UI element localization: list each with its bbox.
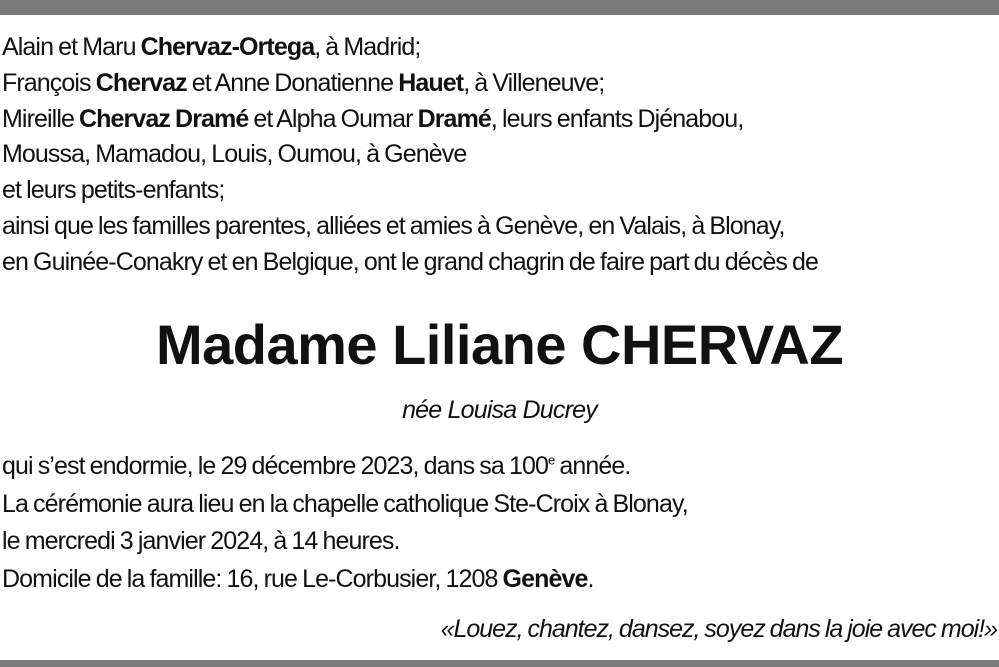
text-segment: et Alpha Oumar [248,104,418,133]
text-segment: et Anne Donatienne [186,68,399,97]
intro-line [2,30,997,66]
text-segment: et leurs petits-enfants; [2,176,225,205]
intro-line [2,173,997,209]
details-line [2,523,997,561]
bottom-rule [0,660,999,667]
text-segment: François [2,68,96,97]
bold-text: Chervaz-Ortega [140,33,315,61]
bold-text: Hauet [398,68,464,97]
top-rule [0,0,999,15]
bold-text: Chervaz Dramé [79,104,249,133]
text-segment: qui s’est endormie, le 29 décembre 2023, dans sa 100 [2,452,548,480]
intro-line [2,102,997,138]
text-segment: en Guinée-Conakry et en Belgique, ont le grand chagrin de faire part du décès de [2,247,818,276]
intro-line [2,66,997,102]
text-segment: La cérémonie aura lieu en la chapelle catholique Ste-Croix à Blonay, [2,489,688,518]
text-segment: Domicile de la famille: 16, rue Le-Corbusier, 1208 [2,564,503,593]
details-line [2,561,997,599]
text-segment: Moussa, Mamadou, Louis, Oumou, à Genève [2,140,467,169]
intro-line [2,245,997,281]
intro-line [2,209,997,245]
deceased-name: Madame Liliane CHERVAZ [155,313,844,376]
text-segment: Alain et Maru [2,33,141,61]
maiden-name: née Louisa Ducrey [402,396,597,424]
intro-line [2,137,997,173]
text-segment: . [587,564,594,593]
ceremony-details [2,448,997,598]
text-segment: , à Villeneuve; [463,68,605,97]
bold-text: Genève [502,564,588,593]
text-segment: le mercredi 3 janvier 2024, à 14 heures. [2,527,400,555]
superscript-text: e [547,452,555,468]
epitaph-quote: «Louez, chantez, dansez, soyez dans la joie avec moi!» [440,615,997,643]
text-segment: , à Madrid; [314,33,421,61]
family-announcement [2,30,997,281]
text-segment: Mireille [2,104,80,133]
bold-text: Chervaz [95,68,187,97]
details-line [2,448,997,486]
text-segment: année. [554,452,631,480]
text-segment: ainsi que les familles parentes, alliées et amies à Genève, en Valais, à Blonay, [2,211,785,240]
bold-text: Dramé [417,104,491,133]
text-segment: , leurs enfants Djénabou, [490,104,744,133]
details-line [2,486,997,524]
